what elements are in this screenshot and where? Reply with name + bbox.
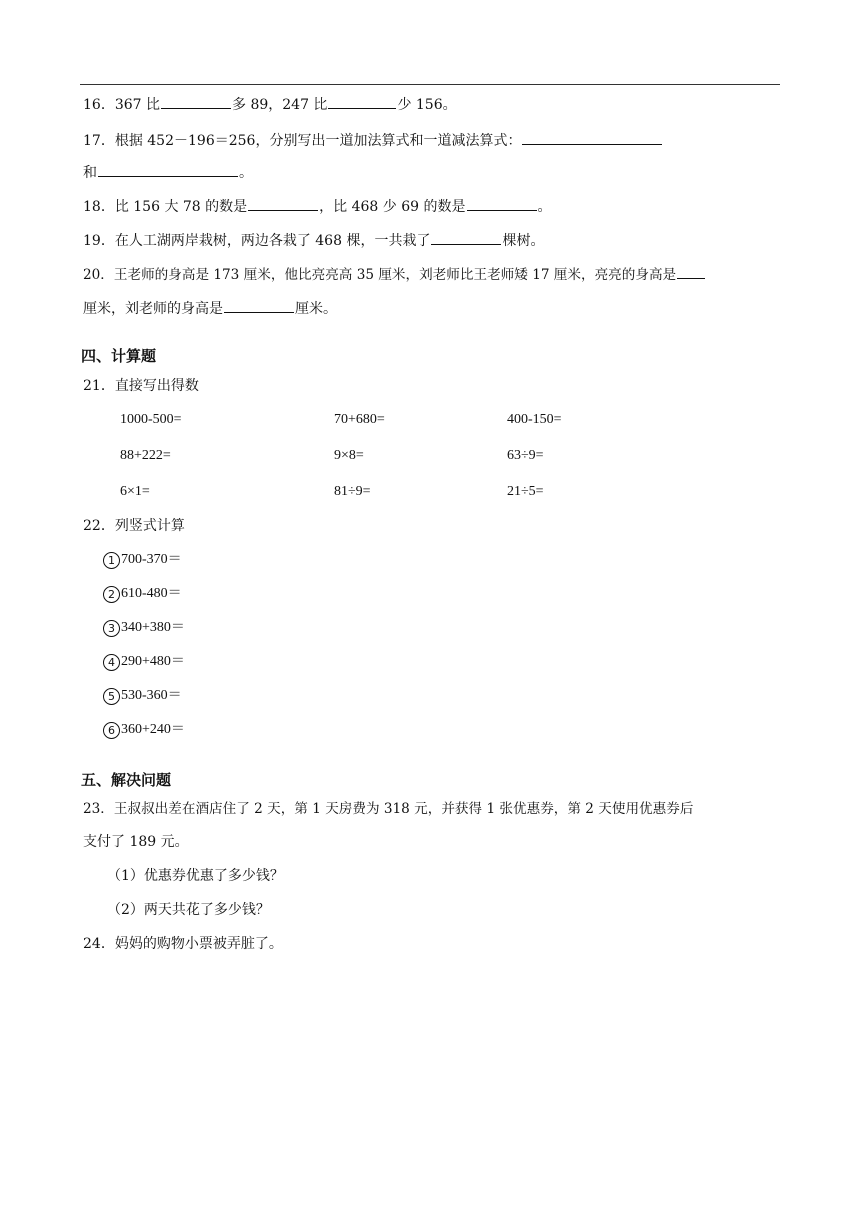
sub-question: （1）优惠券优惠了多少钱？	[107, 868, 284, 884]
question-22-label: 22．列竖式计算	[83, 518, 185, 534]
circled-number: 6	[103, 722, 120, 739]
question-text: 根据 452－196＝256，分别写出一道加法算式和一道减法算式：	[114, 133, 522, 149]
answer-blank[interactable]	[98, 162, 238, 177]
sub-question: （2）两天共花了多少钱？	[107, 902, 270, 918]
calc-item: 88+222=	[120, 448, 171, 463]
question-text: 367 比	[114, 97, 160, 113]
calc-item: 9×8=	[334, 448, 364, 463]
question-19	[83, 230, 544, 251]
circled-number: 5	[103, 688, 120, 705]
question-text: 。	[239, 165, 253, 181]
answer-blank[interactable]	[328, 94, 396, 109]
section-heading: 五、解决问题	[81, 771, 172, 789]
question-number: 16．	[83, 97, 115, 113]
circled-number: 4	[103, 654, 120, 671]
question-17-cont	[83, 162, 253, 183]
question-23-cont: 支付了 189 元。	[83, 834, 189, 850]
header-rule	[80, 84, 780, 85]
question-text: ，比 468 少 69 的数是	[319, 199, 466, 215]
calc-item: 63÷9=	[507, 448, 544, 463]
answer-blank[interactable]	[467, 196, 537, 211]
question-24: 24．妈妈的购物小票被弄脏了。	[83, 936, 283, 952]
calc-item: 70+680=	[334, 412, 385, 427]
question-23: 23．王叔叔出差在酒店住了 2 天，第 1 天房费为 318 元，并获得 1 张优惠券，第 2 天使用优惠券后	[83, 801, 694, 817]
calc-item: 81÷9=	[334, 484, 371, 499]
question-text: 厘米。	[295, 301, 337, 317]
question-number: 18．	[83, 199, 115, 215]
question-text: 少 156。	[397, 97, 457, 113]
question-text: 王老师的身高是 173 厘米，他比亮亮高 35 厘米，刘老师比王老师矮 17 厘米，亮亮的身高是	[113, 267, 677, 283]
answer-blank[interactable]	[431, 230, 501, 245]
vertical-calc-item	[103, 652, 185, 672]
question-number: 17．	[83, 133, 115, 149]
vertical-calc-item	[103, 550, 182, 570]
circled-number: 1	[103, 552, 120, 569]
circled-number: 2	[103, 586, 120, 603]
calc-item: 6×1=	[120, 484, 150, 499]
calc-expression: 360+240＝	[121, 722, 185, 737]
question-17	[83, 130, 663, 151]
question-20-cont	[83, 298, 337, 319]
question-text: 比 156 大 78 的数是	[114, 199, 248, 215]
calc-item: 21÷5=	[507, 484, 544, 499]
question-text: 在人工湖两岸栽树，两边各栽了 468 棵，一共栽了	[114, 233, 431, 249]
question-number: 20．	[83, 267, 114, 283]
vertical-calc-item	[103, 720, 185, 740]
calc-expression: 700-370＝	[121, 552, 182, 567]
vertical-calc-item	[103, 686, 182, 706]
calc-item: 1000-500=	[120, 412, 182, 427]
answer-blank[interactable]	[224, 298, 294, 313]
vertical-calc-item	[103, 584, 182, 604]
section-heading: 四、计算题	[81, 347, 157, 365]
calc-expression: 290+480＝	[121, 654, 185, 669]
question-text: 多 89，247 比	[232, 97, 328, 113]
question-18	[83, 196, 552, 217]
calc-item: 400-150=	[507, 412, 562, 427]
circled-number: 3	[103, 620, 120, 637]
question-text: 厘米，刘老师的身高是	[83, 301, 223, 317]
question-20	[83, 264, 706, 285]
vertical-calc-item	[103, 618, 185, 638]
calc-expression: 530-360＝	[121, 688, 182, 703]
calc-expression: 610-480＝	[121, 586, 182, 601]
answer-blank[interactable]	[677, 264, 705, 279]
calc-expression: 340+380＝	[121, 620, 185, 635]
question-text: 棵树。	[502, 233, 545, 249]
question-text: 和	[83, 165, 97, 181]
answer-blank[interactable]	[248, 196, 318, 211]
answer-blank[interactable]	[161, 94, 231, 109]
answer-blank[interactable]	[522, 130, 662, 145]
question-number: 19．	[83, 233, 115, 249]
question-16	[83, 94, 457, 115]
question-21-label: 21．直接写出得数	[83, 378, 199, 394]
question-text: 。	[537, 199, 552, 215]
